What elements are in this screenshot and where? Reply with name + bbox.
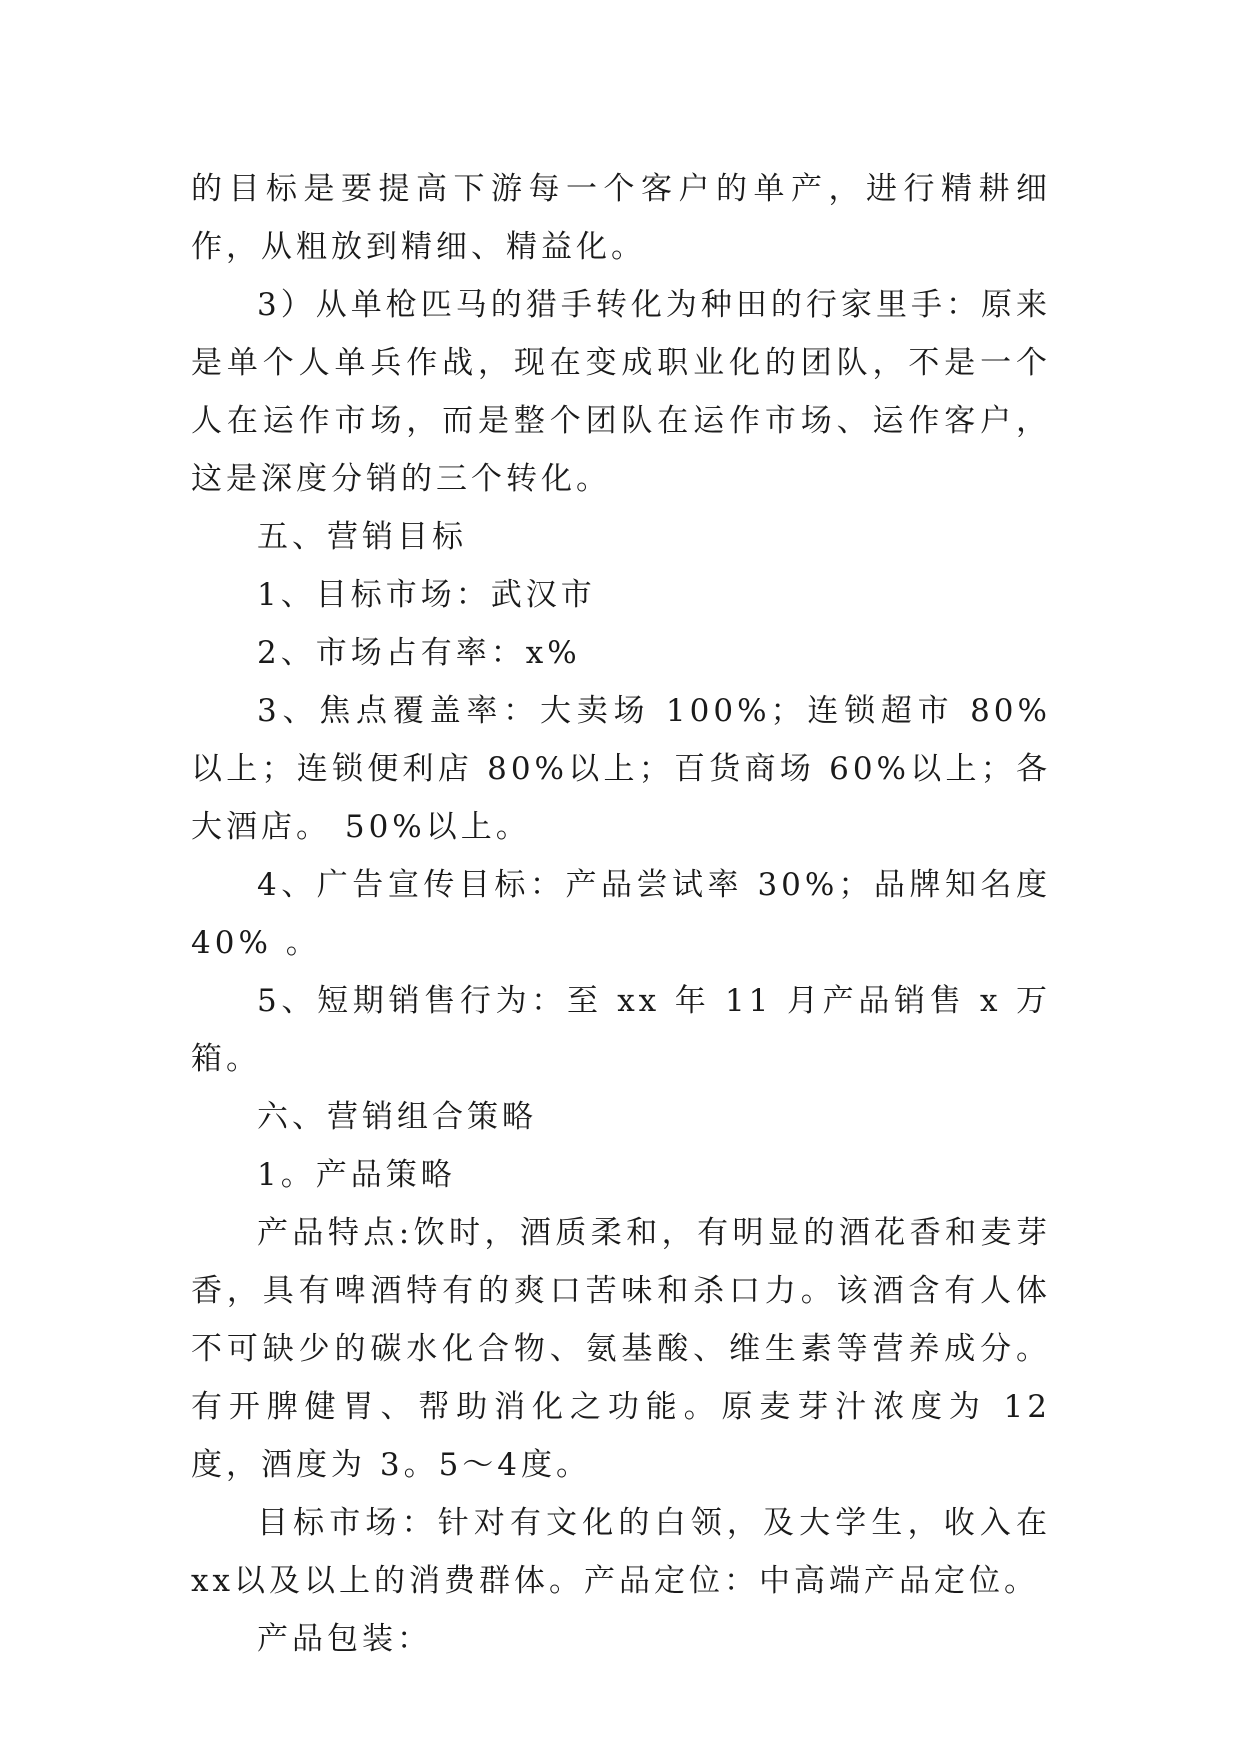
goal-item-4: 4、广告宣传目标：产品尝试率 30%；品牌知名度 40% 。 xyxy=(191,867,1051,961)
paragraph-2: 3）从单枪匹马的猎手转化为种田的行家里手：原来是单个人单兵作战，现在变成职业化的团队，不是一个人在运作市场，而是整个团队在运作市场、运作客户，这是深度分销的三个转化。 xyxy=(191,287,1051,497)
goal-item-5: 5、短期销售行为：至 xx 年 11 月产品销售 x 万箱。 xyxy=(191,983,1051,1077)
section-heading-6: 六、营销组合策略 xyxy=(257,1099,537,1135)
paragraph-product-features: 产品特点:饮时，酒质柔和，有明显的酒花香和麦芽香，具有啤酒特有的爽口苦味和杀口力。该酒含有人体不可缺少的碳水化合物、氨基酸、维生素等营养成分。有开脾健胃、帮助消化之功能。原麦芽汁浓度为 12 度，酒度为 3。5～4度。 xyxy=(191,1215,1051,1483)
subsection-product-strategy: 1。产品策略 xyxy=(257,1157,456,1193)
goal-item-3: 3、焦点覆盖率：大卖场 100%；连锁超市 80%以上；连锁便利店 80%以上；百货商场 60%以上；各大酒店。 50%以上。 xyxy=(191,693,1051,845)
paragraph-target-market: 目标市场：针对有文化的白领，及大学生，收入在 xx以及以上的消费群体。产品定位：中高端产品定位。 xyxy=(191,1505,1051,1599)
section-heading-5: 五、营销目标 xyxy=(257,519,467,555)
paragraph-1: 的目标是要提高下游每一个客户的单产，进行精耕细作，从粗放到精细、精益化。 xyxy=(191,171,1051,265)
goal-item-2: 2、市场占有率：x% xyxy=(257,635,581,671)
paragraph-product-packaging: 产品包装： xyxy=(257,1621,432,1657)
goal-item-1: 1、目标市场：武汉市 xyxy=(257,577,596,613)
document-body xyxy=(191,160,1051,1668)
